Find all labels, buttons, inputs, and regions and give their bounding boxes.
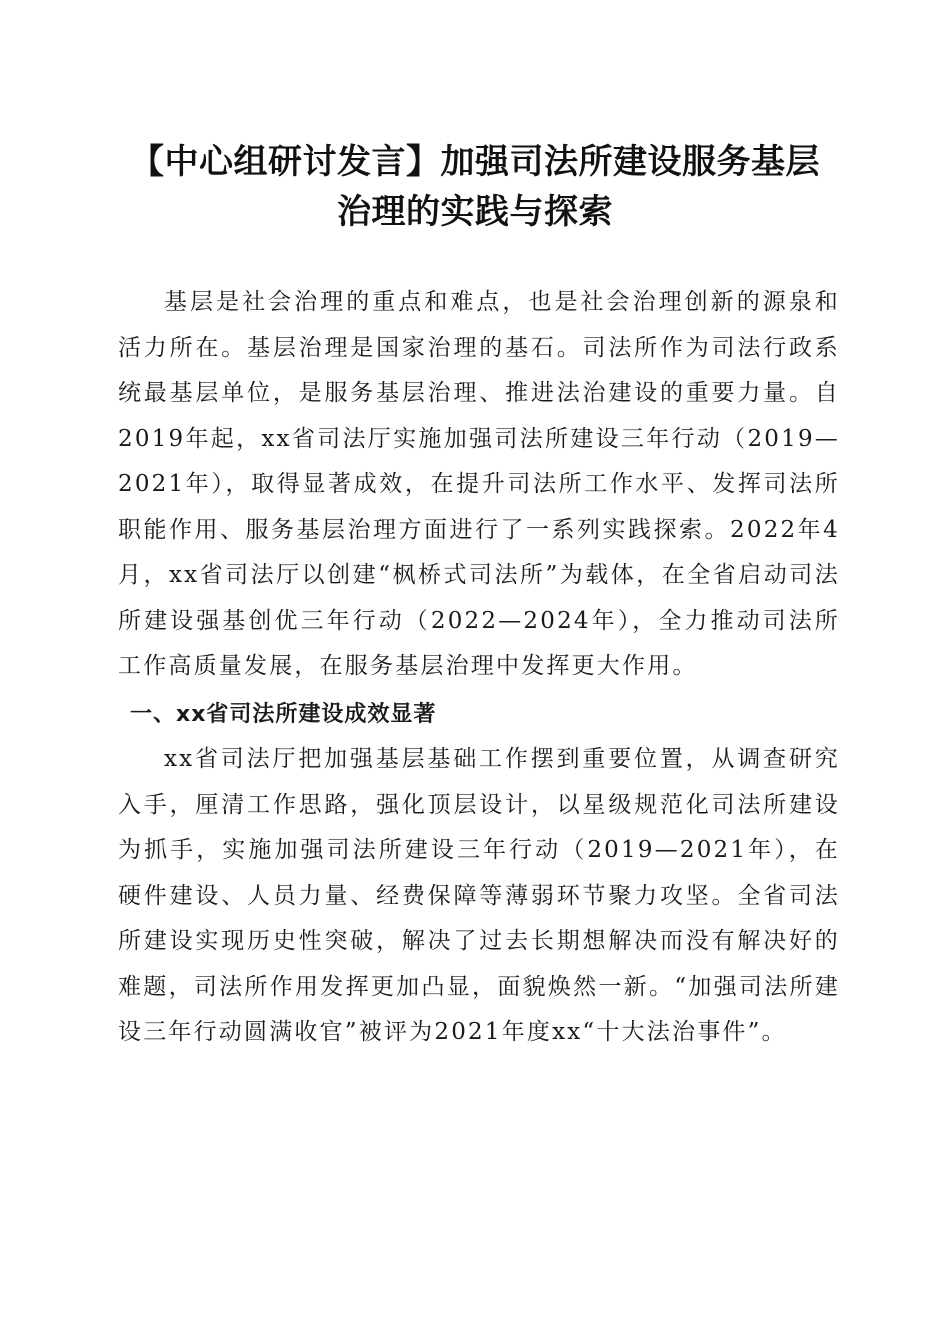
document-body: [118, 280, 840, 1056]
paragraph-section-1: xx省司法厅把加强基层基础工作摆到重要位置，从调查研究入手，厘清工作思路，强化顶层设计，以星级规范化司法所建设为抓手，实施加强司法所建设三年行动（2019—2021年），在硬件建设、人员力量、经费保障等薄弱环节聚力攻坚。全省司法所建设实现历史性突破，解决了过去长期想解决而没有解决好的难题，司法所作用发挥更加凸显，面貌焕然一新。“加强司法所建设三年行动圆满收官”被评为2021年度xx“十大法治事件”。: [118, 746, 840, 1045]
paragraph-intro: 基层是社会治理的重点和难点，也是社会治理创新的源泉和活力所在。基层治理是国家治理的基石。司法所作为司法行政系统最基层单位，是服务基层治理、推进法治建设的重要力量。自2019年起，xx省司法厅实施加强司法所建设三年行动（2019—2021年），取得显著成效，在提升司法所工作水平、发挥司法所职能作用、服务基层治理方面进行了一系列实践探索。2022年4月，xx省司法厅以创建“枫桥式司法所”为载体，在全省启动司法所建设强基创优三年行动（2022—2024年），全力推动司法所工作高质量发展，在服务基层治理中发挥更大作用。: [118, 289, 840, 679]
title-line-1: 【中心组研讨发言】加强司法所建设服务基层: [130, 142, 820, 182]
section-heading-1: 一、xx省司法所建设成效显著: [130, 701, 437, 727]
title-line-2: 治理的实践与探索: [337, 192, 613, 232]
document-title: [90, 137, 860, 237]
